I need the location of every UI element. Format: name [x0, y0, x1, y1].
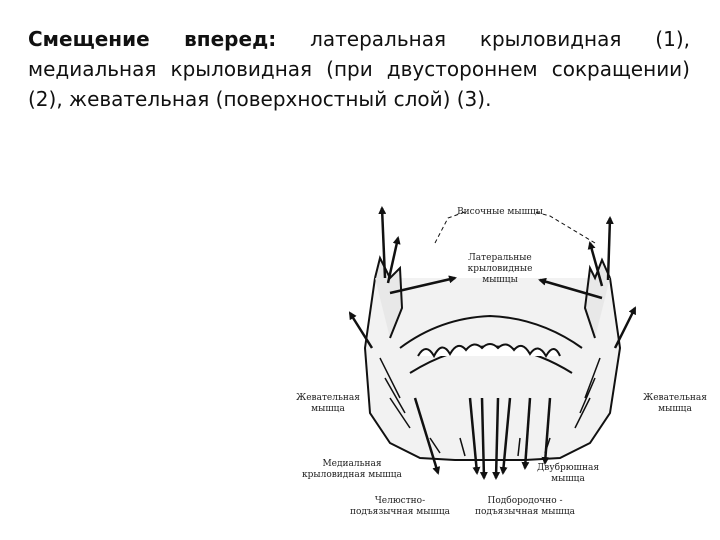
label-temporal: Височные мышцы: [457, 207, 543, 217]
label-digastric-2: мышца: [551, 474, 585, 484]
mandible-illustration: [290, 198, 720, 540]
label-masseter-right-2: мышца: [658, 404, 692, 414]
mandible-muscle-figure: [290, 198, 720, 540]
label-masseter-left-2: мышца: [311, 404, 345, 414]
description-text: латеральная крыловидная (1), медиальная крыловидная (при двустороннем сокращении) (2), жевательная (поверхностный слой) (3).: [28, 27, 690, 111]
label-medial-pterygoid-1: Медиальная: [322, 459, 382, 469]
label-lateral-pterygoid-2: крыловидные: [467, 264, 533, 274]
label-medial-pterygoid-2: крыловидная мышца: [302, 470, 402, 480]
label-geniohyoid-1: Подбородочно -: [487, 496, 563, 506]
label-lateral-pterygoid-3: мышцы: [482, 275, 518, 285]
description-lead: Смещение вперед:: [28, 27, 277, 51]
label-mylohyoid-2: подъязычная мышца: [350, 507, 450, 517]
label-geniohyoid-2: подъязычная мышца: [475, 507, 575, 517]
label-lateral-pterygoid-1: Латеральные: [468, 253, 532, 263]
description-paragraph: [28, 24, 690, 114]
mandible-drawing: [365, 258, 620, 460]
label-digastric-1: Двубрюшная: [536, 463, 600, 473]
label-masseter-left-1: Жевательная: [296, 393, 360, 403]
label-masseter-right-1: Жевательная: [643, 393, 707, 403]
label-mylohyoid-1: Челюстно-: [374, 496, 426, 506]
